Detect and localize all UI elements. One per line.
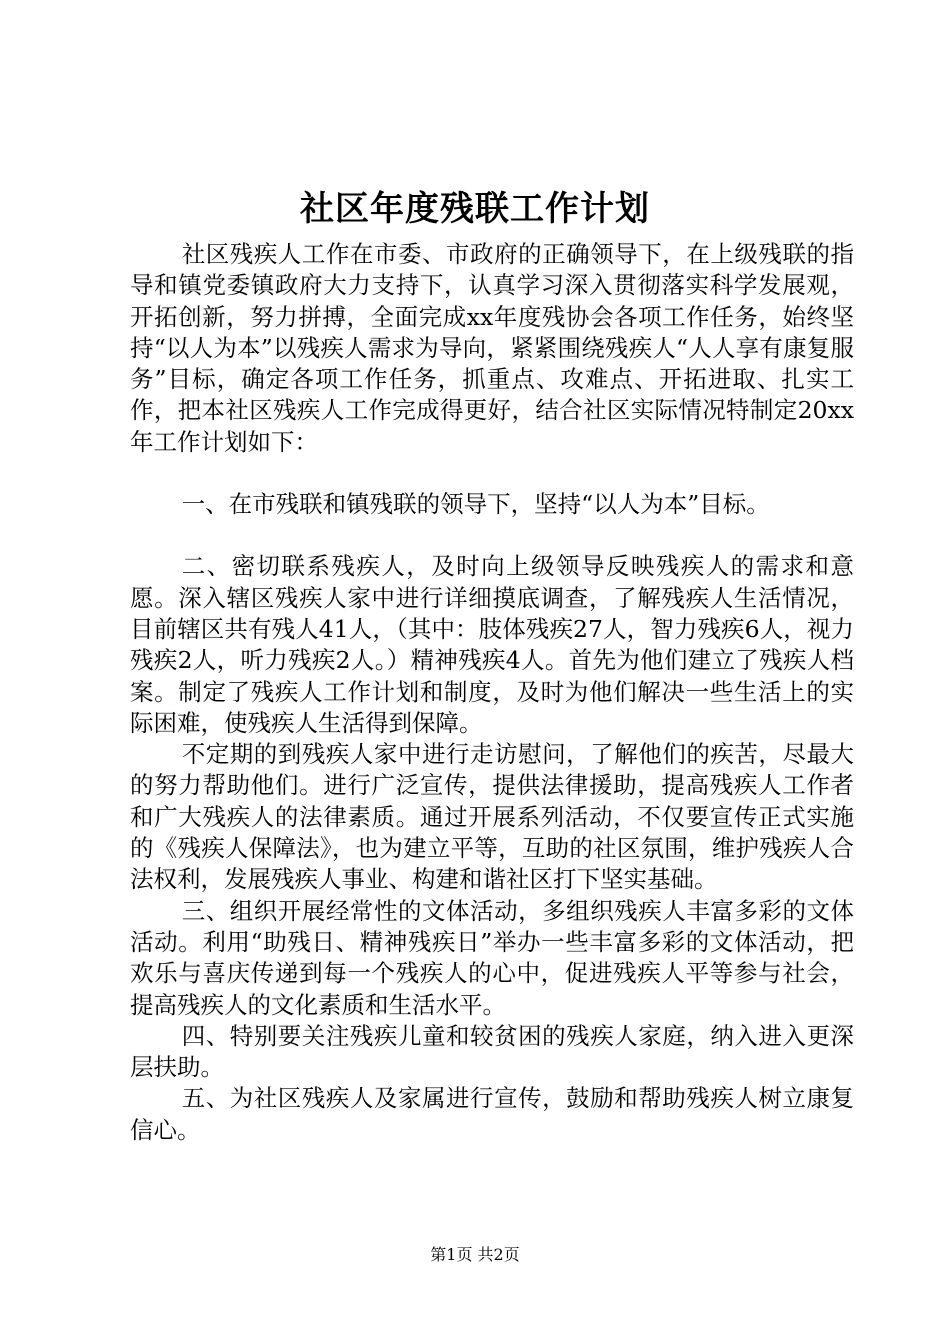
paragraph-item-5: 五、为社区残疾人及家属进行宣传，鼓励和帮助残疾人树立康复信心。 (130, 1084, 854, 1144)
document-body (130, 239, 854, 1146)
paragraph-item-2: 二、密切联系残疾人，及时向上级领导反映残疾人的需求和意愿。深入辖区残疾人家中进行详细摸底调查，了解残疾人生活情况，目前辖区共有残人41人，（其中：肢体残疾27人，智力残疾6人，视力残疾2人，听力残疾2人。）精神残疾4人。首先为他们建立了残疾人档案。制定了残疾人工作计划和制度，及时为他们解决一些生活上的实际困难，使残疾人生活得到保障。 (130, 552, 854, 737)
page-footer: 第1页 共2页 (430, 1245, 520, 1264)
paragraph-intro: 社区残疾人工作在市委、市政府的正确领导下，在上级残联的指导和镇党委镇政府大力支持下，认真学习深入贯彻落实科学发展观，开拓创新，努力拼搏，全面完成xx年度残协会各项工作任务，始终坚持“以人为本”以残疾人需求为导向，紧紧围绕残疾人“人人享有康复服务”目标，确定各项工作任务，抓重点、攻难点、开拓进取、扎实工作，把本社区残疾人工作完成得更好，结合社区实际情况特制定20xx年工作计划如下： (130, 240, 854, 456)
paragraph-visits: 不定期的到残疾人家中进行走访慰问，了解他们的疾苦，尽最大的努力帮助他们。进行广泛宣传，提供法律援助，提高残疾人工作者和广大残疾人的法律素质。通过开展系列活动，不仅要宣传正式实施的《残疾人保障法》，也为建立平等，互助的社区氛围，维护残疾人合法权利，发展残疾人事业、构建和谐社区打下坚实基础。 (130, 740, 854, 894)
paragraph-item-4: 四、特别要关注残疾儿童和较贫困的残疾人家庭，纳入进入更深层扶助。 (130, 1021, 854, 1082)
paragraph-item-3: 三、组织开展经常性的文体活动，多组织残疾人丰富多彩的文体活动。利用“助残日、精神残疾日”举办一些丰富多彩的文体活动，把欢乐与喜庆传递到每一个残疾人的心中，促进残疾人平等参与社会，提高残疾人的文化素质和生活水平。 (130, 896, 854, 1019)
paragraph-item-1: 一、在市残联和镇残联的领导下，坚持“以人为本”目标。 (181, 490, 770, 519)
document-title: 社区年度残联工作计划 (300, 189, 650, 229)
